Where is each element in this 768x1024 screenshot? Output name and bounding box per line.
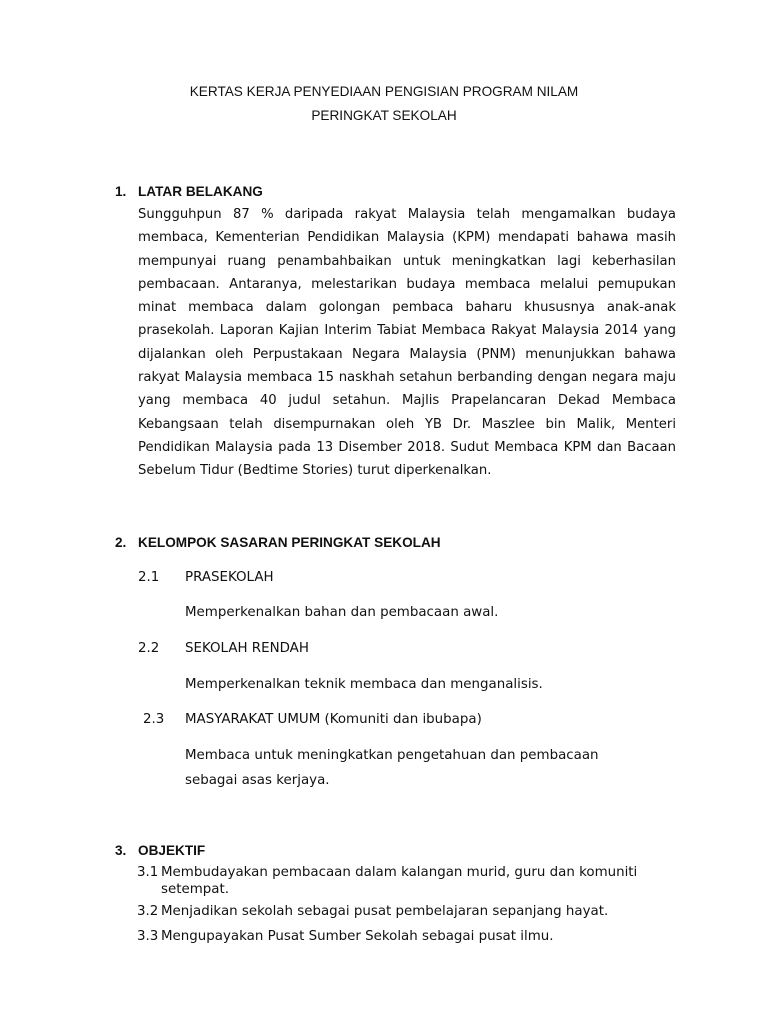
section-2-item-3-number: 2.3 — [143, 712, 165, 727]
section-2-item-3-description: Membaca untuk meningkatkan pengetahuan dan pembacaan sebagai asas kerjaya. — [185, 748, 599, 788]
document-title-line-2: PERINGKAT SEKOLAH — [311, 108, 457, 123]
section-3-title: OBJEKTIF — [138, 843, 206, 858]
objective-2-number: 3.2 — [137, 904, 159, 919]
section-2-item-3-title: MASYARAKAT UMUM (Komuniti dan ibubapa) — [185, 712, 482, 727]
objective-2-text: Menjadikan sekolah sebagai pusat pembelajaran sepanjang hayat. — [161, 904, 609, 919]
objective-3-text: Mengupayakan Pusat Sumber Sekolah sebagai pusat ilmu. — [161, 929, 554, 944]
section-2-item-2-number: 2.2 — [138, 641, 160, 656]
section-1-title: LATAR BELAKANG — [138, 184, 263, 199]
objective-1-text: Membudayakan pembacaan dalam kalangan murid, guru dan komuniti setempat. — [161, 865, 638, 897]
section-2-number: 2. — [115, 535, 127, 550]
section-2-item-2-title: SEKOLAH RENDAH — [185, 641, 309, 656]
document-title-line-1: KERTAS KERJA PENYEDIAAN PENGISIAN PROGRAM NILAM — [189, 84, 579, 99]
section-2-item-2-description: Memperkenalkan teknik membaca dan menganalisis. — [185, 677, 543, 692]
objective-3-number: 3.3 — [137, 929, 159, 944]
section-2-item-1-number: 2.1 — [138, 570, 160, 585]
section-2-item-1-description: Memperkenalkan bahan dan pembacaan awal. — [185, 605, 499, 620]
section-2-item-1-title: PRASEKOLAH — [185, 570, 274, 585]
section-2-title: KELOMPOK SASARAN PERINGKAT SEKOLAH — [138, 535, 441, 550]
section-1-paragraph: Sungguhpun 87 % daripada rakyat Malaysia telah mengamalkan budaya membaca, Kementerian Pendidikan Malaysia (KPM) mendapati bahawa masih mempunyai ruang penambahbaikan untuk meningkatkan lagi keberhasilan pembacaan. Antaranya, melestarikan budaya membaca melalui pemupukan minat membaca dalam golongan pembaca baharu khususnya anak-anak prasekolah. Laporan Kajian Interim Tabiat Membaca Rakyat Malaysia 2014 yang dijalankan oleh Perpustakaan Negara Malaysia (PNM) menunjukkan bahawa rakyat Malaysia membaca 15 naskhah setahun berbanding dengan negara maju yang membaca 40 judul setahun. Majlis Prapelancaran Dekad Membaca Kebangsaan telah disempurnakan oleh YB Dr. Maszlee bin Malik, Menteri Pendidikan Malaysia pada 13 Disember 2018. Sudut Membaca KPM dan Bacaan Sebelum Tidur (Bedtime Stories) turut diperkenalkan. — [138, 207, 676, 479]
objective-1-number: 3.1 — [137, 865, 159, 880]
section-1-number: 1. — [115, 184, 127, 199]
section-3-number: 3. — [115, 843, 127, 858]
